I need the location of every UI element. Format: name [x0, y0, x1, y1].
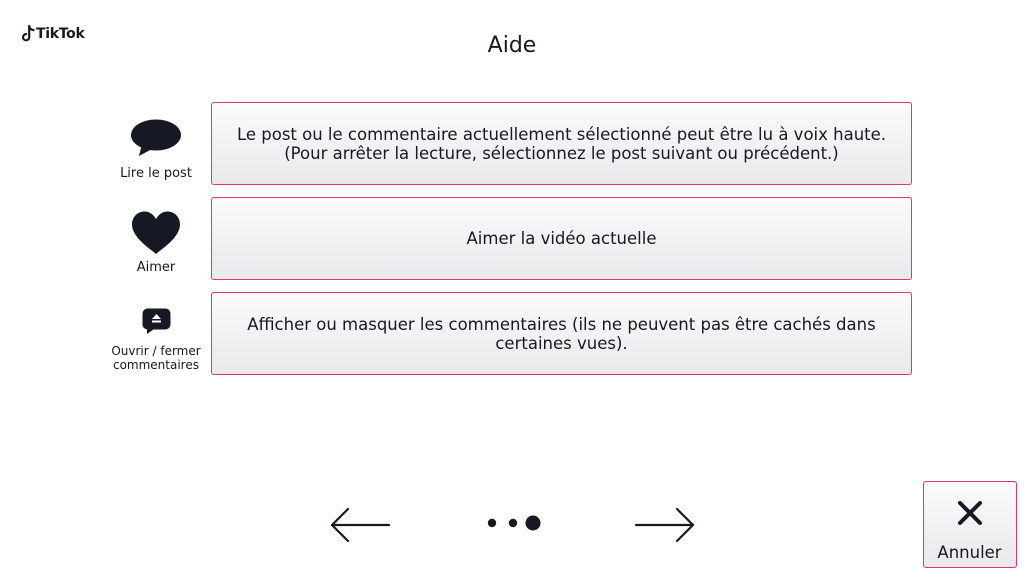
help-row-description	[211, 292, 912, 375]
pagination-dot	[488, 519, 496, 527]
cancel-label: Annuler	[937, 543, 1002, 562]
help-row-description-line: Le post ou le commentaire actuellement sélectionné peut être lu à voix haute.	[236, 124, 887, 144]
help-row-comments	[100, 292, 916, 379]
page-title: Aide	[487, 33, 537, 58]
help-row-label	[100, 344, 212, 372]
help-row-icon-area	[100, 102, 212, 189]
help-row-description-line: (Pour arrêter la lecture, sélectionnez le post suivant ou précédent.)	[284, 143, 839, 163]
help-row-like	[100, 197, 916, 284]
help-row-label-line: Ouvrir / fermer	[111, 344, 201, 358]
cancel-button[interactable]	[923, 481, 1017, 568]
help-row-description-text: Aimer la vidéo actuelle	[466, 229, 657, 248]
arrow-right-icon[interactable]	[634, 505, 696, 545]
logo-text: TikTok	[36, 26, 85, 42]
speech-bubble-icon	[130, 119, 182, 157]
pagination-dot	[509, 519, 517, 527]
help-row-icon-area	[100, 197, 212, 284]
pagination-dot-active	[526, 516, 541, 531]
help-row-label: Aimer	[136, 260, 176, 275]
help-row-label-line: commentaires	[112, 358, 199, 372]
help-row-description	[211, 197, 912, 280]
help-row-description	[211, 102, 912, 185]
help-row-label: Lire le post	[120, 166, 192, 181]
help-row-description-text: Afficher ou masquer les commentaires (ils ne peuvent pas être cachés dans certaines vues).	[247, 314, 876, 353]
arrow-left-icon[interactable]	[329, 505, 391, 545]
close-icon	[956, 499, 984, 527]
pagination-dots	[482, 512, 542, 534]
help-row-read-post	[100, 102, 916, 189]
heart-icon	[131, 211, 181, 255]
comment-toggle-icon	[142, 308, 171, 335]
help-row-icon-area	[100, 292, 212, 379]
